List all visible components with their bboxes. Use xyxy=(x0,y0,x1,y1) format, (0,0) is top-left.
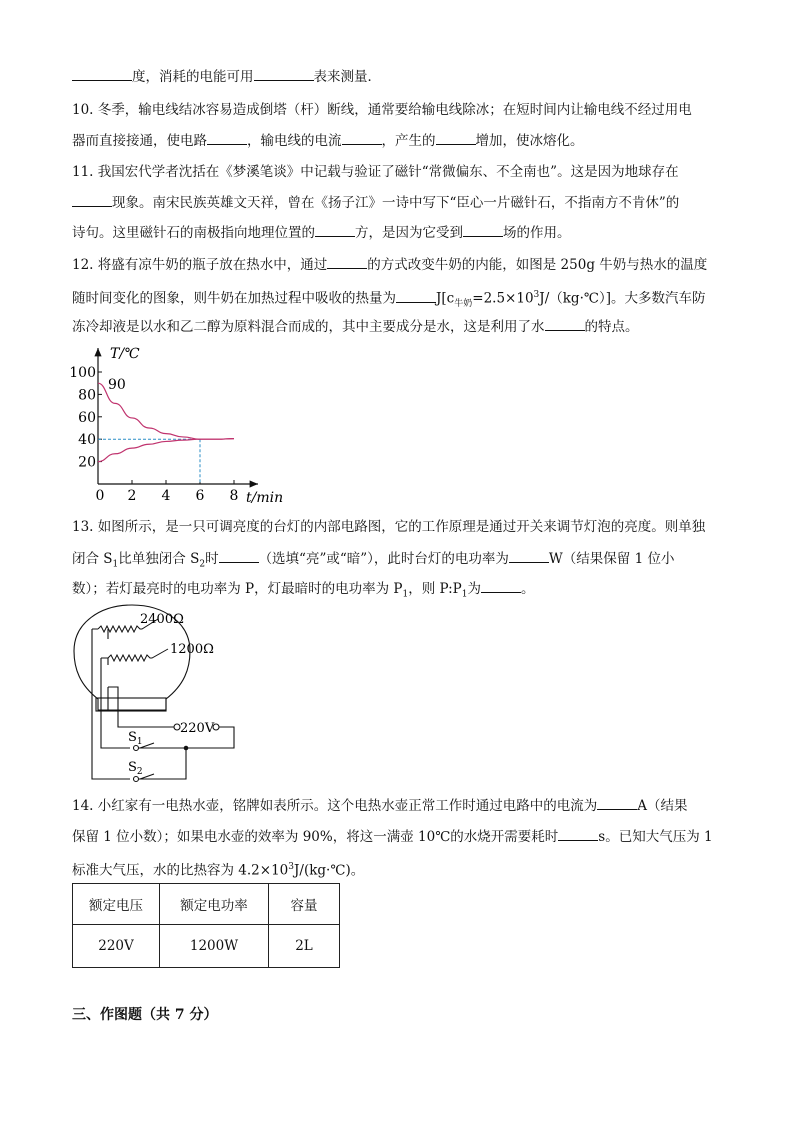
switch-s2-contact-icon xyxy=(134,777,139,782)
q14-line-2: 保留 1 位小数）；如果电水壶的效率为 90%，将这一满壶 10℃的水烧开需要耗时 s。已知大气压为 1 xyxy=(72,826,713,847)
answer-blank[interactable] xyxy=(463,222,503,237)
table-row xyxy=(73,925,340,968)
lamp-circuit-diagram xyxy=(68,603,248,785)
answer-blank[interactable] xyxy=(481,578,521,593)
q11-line-3: 诗句。这里磁针石的南极指向地理位置的 方，是因为它受到 场的作用。 xyxy=(72,222,571,243)
q14-line-1: 14. 小红家有一电热水壶，铭牌如表所示。这个电热水壶正常工作时通过电路中的电流为 A（结果 xyxy=(72,795,688,816)
answer-blank[interactable] xyxy=(597,795,637,810)
table-cell: 1200W xyxy=(160,925,269,968)
answer-blank[interactable] xyxy=(558,826,598,841)
table-cell: 2L xyxy=(269,925,340,968)
y-tick-label: 80 xyxy=(78,387,96,404)
q9-tail: 度，消耗的电能可用 表来测量． xyxy=(72,66,381,87)
y-axis-label: T/℃ xyxy=(110,346,140,362)
x-tick-label: 8 xyxy=(229,488,239,504)
resistor-1200-label: 1200Ω xyxy=(170,642,214,657)
q12-line-2: 随时间变化的图象，则牛奶在加热过程中吸收的热量为 $J[c_{牛奶}=2.5\times 10^3J/(kg\cdot℃)]$。大多数汽车防 xyxy=(72,285,705,314)
q13-line-1: 13. 如图所示，是一只可调亮度的台灯的内部电路图，它的工作原理是通过开关来调节灯泡的亮度。则单独 xyxy=(72,519,706,535)
table-header-cell: 额定电压 xyxy=(73,884,160,925)
resistor-2400-label: 2400Ω xyxy=(140,612,184,627)
switch-s1-label: $S_1$ xyxy=(128,730,143,747)
y-tick-label: 100 xyxy=(69,365,96,381)
filament-1200 xyxy=(108,649,168,661)
q14-line-3: 标准大气压，水的比热容为 $4.2\times 10^3J/(kg\cdot℃)$。 xyxy=(72,862,365,879)
table-header-row xyxy=(73,884,340,925)
answer-blank[interactable] xyxy=(315,222,355,237)
answer-blank[interactable] xyxy=(254,66,314,81)
x-tick-label: 4 xyxy=(161,488,171,504)
answer-blank[interactable] xyxy=(219,548,259,563)
q13-line-3: 数）；若灯最亮时的电功率为 P，灯最暗时的电功率为 $P_1$，则 $P:P_1$为 。 xyxy=(72,578,535,605)
x-tick-label: 6 xyxy=(195,488,205,504)
answer-blank[interactable] xyxy=(436,130,476,145)
switch-s2-label: $S_2$ xyxy=(128,760,143,777)
y-tick-label: 40 xyxy=(78,432,96,449)
answer-blank[interactable] xyxy=(342,130,382,145)
y-tick-label: 60 xyxy=(78,409,96,426)
start-value-annotation: 90 xyxy=(108,377,126,393)
q12-line-1: 12. 将盛有凉牛奶的瓶子放在热水中，通过 的方式改变牛奶的内能，如图是 250g 牛奶与热水的温度 xyxy=(72,254,707,275)
temperature-time-chart xyxy=(60,340,300,508)
q11-line-1: 11. 我国宏代学者沈括在《梦溪笔谈》中记载与验证了磁针“常微偏东、不全南也”。这是因为地球存在 xyxy=(72,164,679,180)
table-header-cell: 额定电功率 xyxy=(160,884,269,925)
q12-line-3: 冻冷却液是以水和乙二醇为原料混合而成的，其中主要成分是水，这是利用了水 的特点。 xyxy=(72,316,639,337)
q11-line-2: 现象。南宋民族英雄文天祥，曾在《扬子江》一诗中写下“臣心一片磁针石，不指南方不肯休”的 xyxy=(72,192,679,213)
milk-curve xyxy=(98,439,234,462)
x-tick-label: 2 xyxy=(127,488,137,504)
y-tick-label: 20 xyxy=(78,454,96,471)
kettle-nameplate-table xyxy=(72,883,340,968)
answer-blank[interactable] xyxy=(72,192,112,207)
answer-blank[interactable] xyxy=(396,288,436,303)
q13-line-2: 闭合 $S_1$比单独闭合 $S_2$时 （选填“亮”或“暗”），此时台灯的电功率为 W（结果保留 1 位小 xyxy=(72,548,674,575)
table-cell: 220V xyxy=(73,925,160,968)
answer-blank[interactable] xyxy=(545,316,585,331)
answer-blank[interactable] xyxy=(509,548,549,563)
junction-dot xyxy=(184,746,189,751)
supply-voltage-label: 220V xyxy=(180,721,215,736)
answer-blank[interactable] xyxy=(72,66,132,81)
q10-line-2: 器而直接接通，使电路 ，输电线的电流 ，产生的 增加，使冰熔化。 xyxy=(72,130,584,151)
section-heading: 三、作图题（共 7 分） xyxy=(72,1007,218,1023)
bulb-base xyxy=(96,698,166,711)
answer-blank[interactable] xyxy=(327,254,367,269)
origin-label: 0 xyxy=(95,488,105,504)
x-axis-label: t/min xyxy=(246,490,284,506)
answer-blank[interactable] xyxy=(207,130,247,145)
q10-line-1: 10. 冬季，输电线结冰容易造成倒塔（杆）断线，通常要给输电线除冰；在短时间内让输电线不经过用电 xyxy=(72,102,692,118)
table-header-cell: 容量 xyxy=(269,884,340,925)
